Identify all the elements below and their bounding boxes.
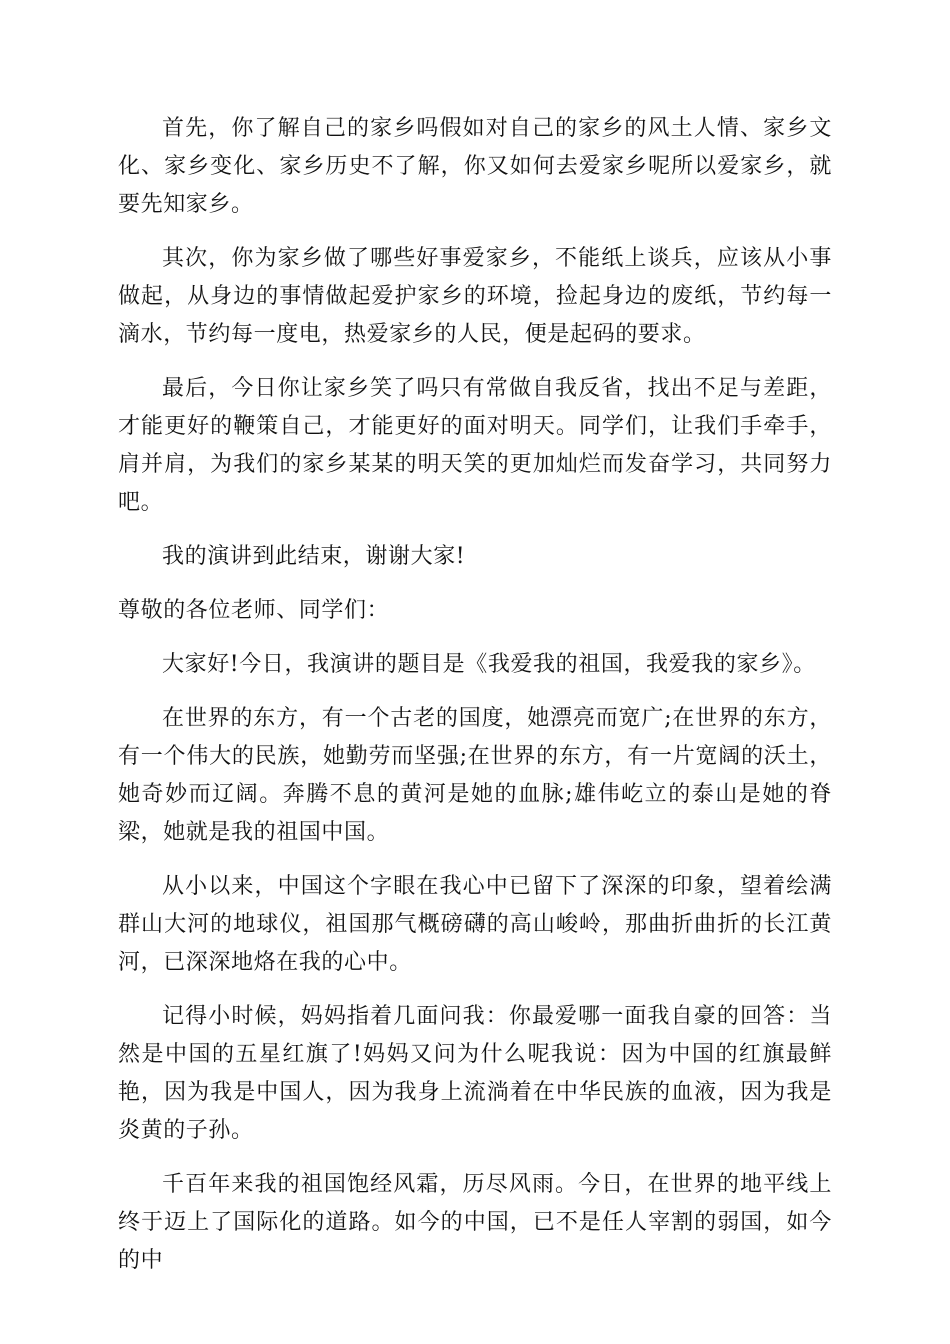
paragraph-8: 从小以来，中国这个字眼在我心中已留下了深深的印象，望着绘满群山大河的地球仪，祖国那气概磅礴的高山峻岭，那曲折曲折的长江黄河，已深深地烙在我的心中。 [118,874,832,975]
paragraph-1: 首先，你了解自己的家乡吗假如对自己的家乡的风土人情、家乡文化、家乡变化、家乡历史不了解，你又如何去爱家乡呢所以爱家乡，就要先知家乡。 [118,116,832,217]
paragraph-7: 在世界的东方，有一个古老的国度，她漂亮而宽广;在世界的东方，有一个伟大的民族，她勤劳而坚强;在世界的东方，有一片宽阔的沃土，她奇妙而辽阔。奔腾不息的黄河是她的血脉;雄伟屹立的泰山是她的脊梁，她就是我的祖国中国。 [118,706,832,845]
paragraph-10: 千百年来我的祖国饱经风霜，历尽风雨。今日，在世界的地平线上终于迈上了国际化的道路。如今的中国，已不是任人宰割的弱国，如今的中 [118,1172,832,1273]
paragraph-9: 记得小时候，妈妈指着几面问我：你最爱哪一面我自豪的回答：当然是中国的五星红旗了!妈妈又问为什么呢我说：因为中国的红旗最鲜艳，因为我是中国人，因为我身上流淌着在中华民族的血液，因为我是炎黄的子孙。 [118,1004,832,1143]
paragraph-3: 最后，今日你让家乡笑了吗只有常做自我反省，找出不足与差距，才能更好的鞭策自己，才能更好的面对明天。同学们，让我们手牵手，肩并肩，为我们的家乡某某的明天笑的更加灿烂而发奋学习，共同努力吧。 [118,376,832,515]
paragraph-2: 其次，你为家乡做了哪些好事爱家乡，不能纸上谈兵，应该从小事做起，从身边的事情做起爱护家乡的环境，捡起身边的废纸，节约每一滴水，节约每一度电，热爱家乡的人民，便是起码的要求。 [118,246,832,347]
salutation: 尊敬的各位老师、同学们： [118,598,390,623]
closing-line: 我的演讲到此结束，谢谢大家! [162,544,466,569]
speech-title-line: 大家好!今日，我演讲的题目是《我爱我的祖国，我爱我的家乡》。 [162,652,816,677]
